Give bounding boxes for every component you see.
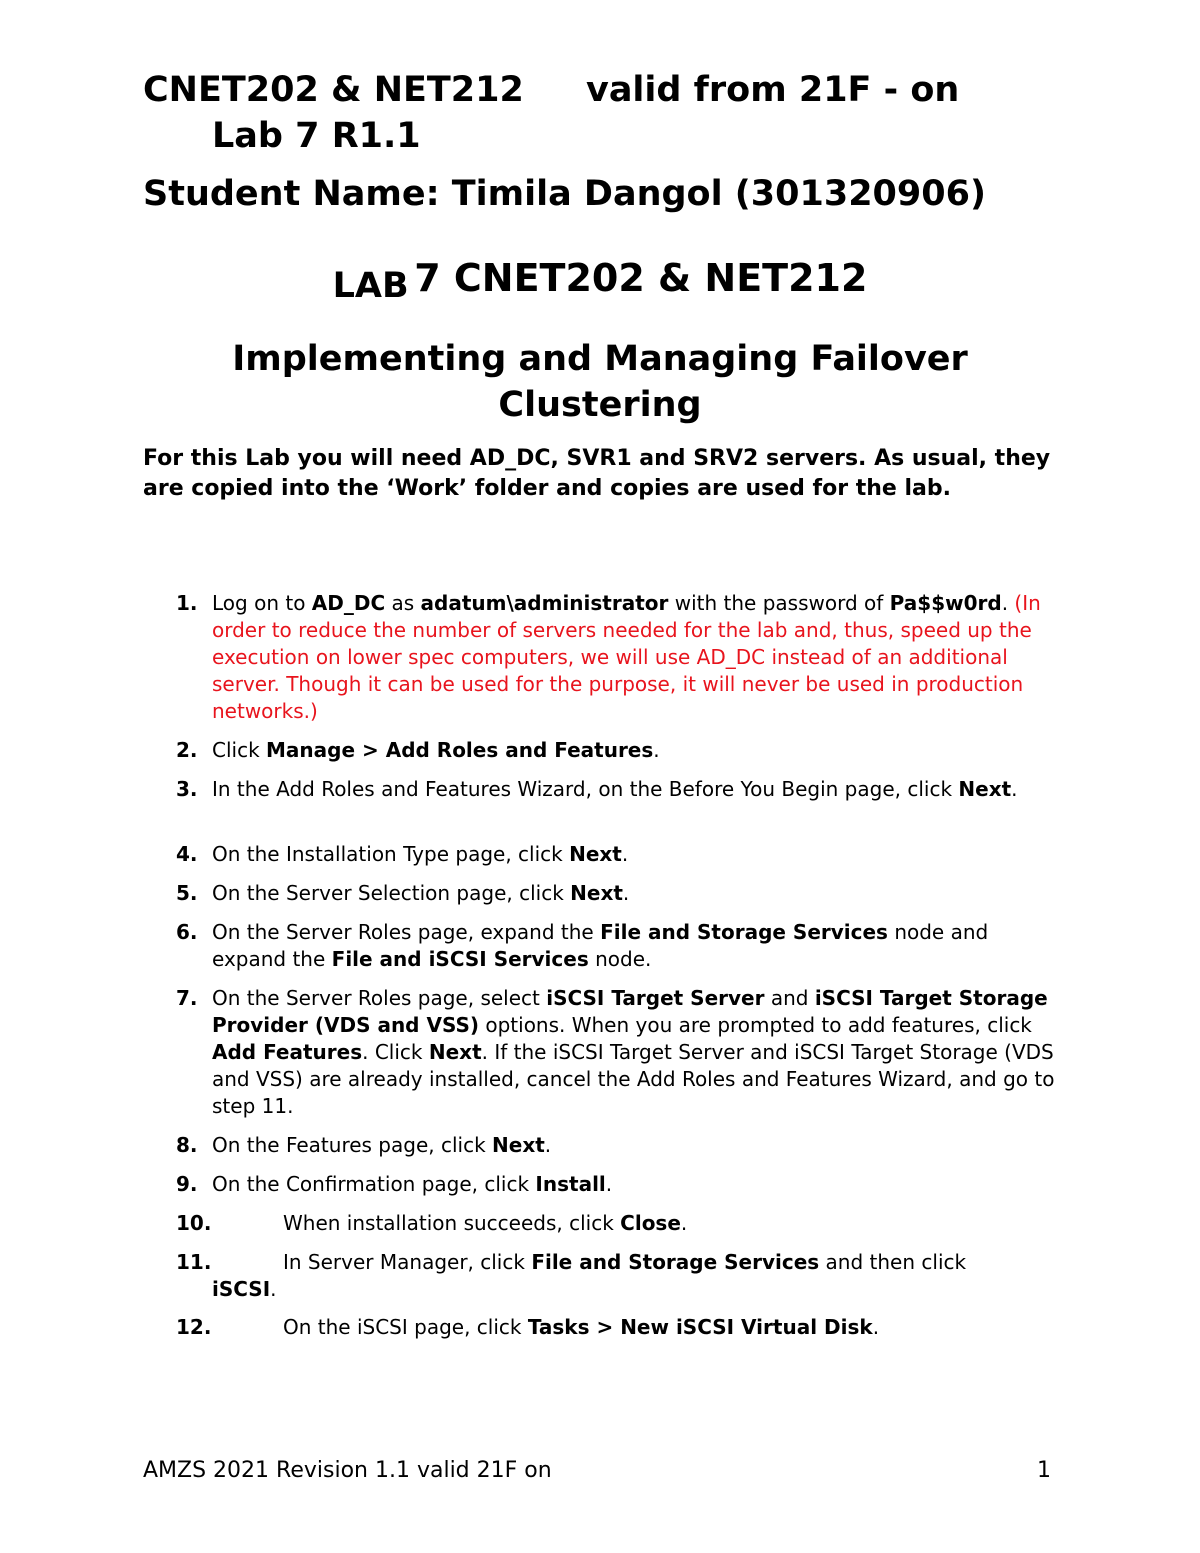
step-text	[212, 737, 1062, 764]
step-text-part: On the Features page, click	[212, 1133, 493, 1157]
step-bold-term: File and Storage Services	[600, 920, 888, 944]
step-bold-term: iSCSI Target Server	[546, 986, 765, 1010]
step-bold-term: Next	[958, 777, 1012, 801]
step-bold-term: Next	[428, 1040, 482, 1064]
lab-title	[0, 256, 1200, 306]
step-text-part: options. When you are prompted to add features, click	[479, 1013, 1032, 1037]
step-text-part: .	[270, 1277, 277, 1301]
step-text	[212, 1249, 1053, 1303]
step-number: 1.	[176, 591, 198, 615]
lab-word: LAB	[332, 266, 409, 306]
step-text-part: .	[621, 842, 629, 866]
step-bold-term: Manage > Add Roles and Features	[266, 738, 654, 762]
step-text	[212, 880, 1062, 907]
step-text-part: .	[544, 1133, 552, 1157]
subtitle-line-1: Implementing and Managing Failover	[232, 339, 968, 379]
lab-subtitle	[150, 336, 1050, 428]
step-text	[212, 776, 1062, 803]
step-text-part: as	[385, 591, 421, 615]
intro-paragraph: For this Lab you will need AD_DC, SVR1 and SRV2 servers. As usual, they are copied into the ‘Work’ folder and copies are used for the lab.	[143, 446, 1051, 501]
step-number: 11.	[176, 1250, 212, 1274]
page-footer: AMZS 2021 Revision 1.1 valid 21F on	[143, 1458, 552, 1483]
step-3	[176, 776, 1066, 803]
step-text-part: .	[622, 881, 630, 905]
lab-revision: Lab 7 R1.1	[212, 116, 421, 156]
step-bold-term: File and iSCSI Services	[331, 947, 589, 971]
step-8	[176, 1132, 1066, 1159]
step-text-part: On the Server Selection page, click	[212, 881, 571, 905]
step-number: 10.	[176, 1211, 212, 1235]
step-9	[176, 1171, 1066, 1198]
step-text-part: .	[872, 1315, 880, 1339]
step-text	[212, 841, 1062, 868]
step-text	[212, 1171, 1062, 1198]
step-text	[212, 919, 1062, 973]
step-text-part: node.	[588, 947, 652, 971]
step-password: Pa$$w0rd	[889, 591, 1002, 615]
step-bold-term: Next	[569, 842, 622, 866]
step-6	[176, 919, 1066, 971]
step-7	[176, 985, 1066, 1118]
step-text	[212, 985, 1062, 1120]
course-code: CNET202 & NET212	[143, 70, 524, 110]
page-number: 1	[1037, 1458, 1051, 1483]
step-number: 5.	[176, 881, 198, 905]
step-text-part: and	[764, 986, 815, 1010]
step-text-part: .	[1001, 591, 1015, 615]
step-number: 7.	[176, 986, 198, 1010]
step-bold-term: Install	[535, 1172, 606, 1196]
step-11	[176, 1249, 1066, 1301]
step-1	[176, 590, 1066, 723]
step-text-part: On the Installation Type page, click	[212, 842, 570, 866]
step-text-part: Log on to	[212, 591, 312, 615]
step-text	[283, 1314, 1053, 1341]
step-bold-term: AD_DC	[311, 591, 386, 615]
step-bold-term: Next	[492, 1133, 545, 1157]
step-number: 12.	[176, 1315, 212, 1339]
step-text	[212, 1132, 1062, 1159]
step-number: 9.	[176, 1172, 198, 1196]
step-text-part: .	[653, 738, 660, 762]
step-number: 3.	[176, 777, 198, 801]
step-continuation	[212, 1276, 1053, 1303]
step-bold-term: File and Storage Services	[531, 1250, 820, 1274]
step-number: 4.	[176, 842, 198, 866]
subtitle-line-2: Clustering	[498, 385, 702, 425]
step-bold-term: Close	[620, 1211, 681, 1235]
step-text-part: Click	[212, 738, 267, 762]
step-bold-term: adatum\administrator	[420, 591, 669, 615]
step-note-red: (In order to reduce the number of servers needed for the lab and, thus, speed up the execution on lower spec computers, we will use AD_DC instead of an additional server. Though it can be used for the purpose, it will never be used in production networks.)	[212, 591, 1041, 723]
validity-text: valid from 21F - on	[586, 70, 960, 110]
step-bold-term: Next	[570, 881, 623, 905]
step-number: 6.	[176, 920, 198, 944]
step-number: 8.	[176, 1133, 198, 1157]
step-2	[176, 737, 1066, 764]
step-text-part: .	[1011, 777, 1018, 801]
step-text	[212, 590, 1062, 725]
step-5	[176, 880, 1066, 907]
step-bold-term: iSCSI	[212, 1277, 271, 1301]
step-number: 2.	[176, 738, 198, 762]
step-text-part: In the Add Roles and Features Wizard, on the Before You Begin page, click	[212, 777, 959, 801]
step-text-part: and then click	[819, 1250, 967, 1274]
step-4	[176, 841, 1066, 868]
step-bold-term: Add Features	[212, 1040, 363, 1064]
step-10	[176, 1210, 1066, 1237]
lab-course: 7 CNET202 & NET212	[414, 256, 868, 300]
step-text-part: with the password of	[668, 591, 890, 615]
step-text-part: On the Server Roles page, select	[212, 986, 547, 1010]
step-text-part: .	[605, 1172, 613, 1196]
step-text-part: On the iSCSI page, click	[283, 1315, 528, 1339]
step-12	[176, 1314, 1066, 1341]
header-line	[143, 66, 960, 114]
step-text-part: On the Server Roles page, expand the	[212, 920, 601, 944]
step-text-part: .	[680, 1211, 688, 1235]
step-text-part: node and expand the	[212, 920, 989, 971]
step-text-part: . If the iSCSI Target Server and iSCSI Target Storage (VDS and VSS) are already installed, cancel the Add Roles and Features Wizard, and go to step 11.	[212, 1040, 1055, 1118]
student-name: Student Name: Timila Dangol (301320906)	[143, 174, 986, 214]
step-text	[283, 1210, 1053, 1237]
step-text-part: On the Confirmation page, click	[212, 1172, 536, 1196]
step-bold-term: Tasks > New iSCSI Virtual Disk	[527, 1315, 873, 1339]
step-text-part: In Server Manager, click	[283, 1250, 532, 1274]
step-text-part: When installation succeeds, click	[283, 1211, 621, 1235]
step-bold-term: iSCSI Target Storage Provider (VDS and VSS)	[212, 986, 1048, 1037]
step-text-part: . Click	[362, 1040, 429, 1064]
